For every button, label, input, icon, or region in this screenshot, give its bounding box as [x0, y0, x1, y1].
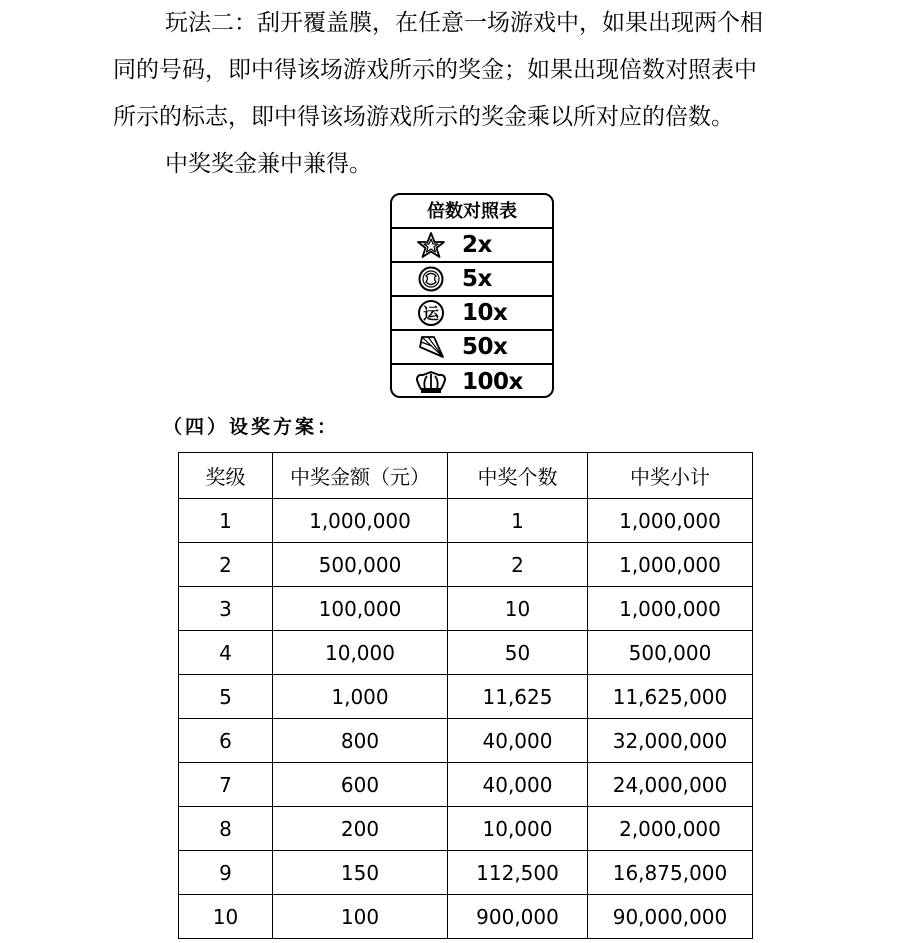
multiplier-value: 5x	[462, 266, 492, 292]
header-subtotal: 中奖小计	[588, 453, 753, 499]
cell-level: 10	[179, 895, 273, 939]
cell-subtotal: 1,000,000	[588, 499, 753, 543]
crown-icon	[414, 367, 448, 397]
cell-subtotal: 11,625,000	[588, 675, 753, 719]
cell-subtotal: 16,875,000	[588, 851, 753, 895]
cell-count: 2	[448, 543, 588, 587]
table-row	[179, 587, 753, 631]
table-row	[179, 675, 753, 719]
cell-amount: 150	[273, 851, 448, 895]
cell-level: 7	[179, 763, 273, 807]
cell-level: 3	[179, 587, 273, 631]
rules-line-2: 同的号码，即中得该场游戏所示的奖金；如果出现倍数对照表中	[113, 57, 757, 83]
cell-count: 50	[448, 631, 588, 675]
header-amount: 中奖金额（元）	[273, 453, 448, 499]
multiplier-value: 100x	[462, 369, 523, 395]
header-level: 奖级	[179, 453, 273, 499]
multiplier-row	[392, 331, 552, 365]
cell-level: 1	[179, 499, 273, 543]
table-row	[179, 763, 753, 807]
cell-count: 10,000	[448, 807, 588, 851]
cell-count: 40,000	[448, 719, 588, 763]
multiplier-table-title: 倍数对照表	[392, 195, 552, 229]
cell-count: 40,000	[448, 763, 588, 807]
cell-count: 10	[448, 587, 588, 631]
yun-luck-icon	[414, 298, 448, 328]
cell-subtotal: 32,000,000	[588, 719, 753, 763]
multiplier-row	[392, 229, 552, 263]
table-row	[179, 719, 753, 763]
cell-subtotal: 1,000,000	[588, 543, 753, 587]
multiplier-row	[392, 263, 552, 297]
cell-level: 5	[179, 675, 273, 719]
rules-line-1: 玩法二：刮开覆盖膜，在任意一场游戏中，如果出现两个相	[165, 10, 763, 36]
cell-subtotal: 500,000	[588, 631, 753, 675]
cell-count: 112,500	[448, 851, 588, 895]
cell-subtotal: 24,000,000	[588, 763, 753, 807]
multiplier-table	[390, 193, 554, 398]
cell-subtotal: 1,000,000	[588, 587, 753, 631]
cell-amount: 600	[273, 763, 448, 807]
cell-subtotal: 2,000,000	[588, 807, 753, 851]
cell-level: 8	[179, 807, 273, 851]
table-row	[179, 895, 753, 939]
multiplier-row	[392, 365, 552, 398]
rules-line-4: 中奖奖金兼中兼得。	[165, 151, 372, 177]
cell-subtotal: 90,000,000	[588, 895, 753, 939]
cell-amount: 1,000,000	[273, 499, 448, 543]
rules-line-3: 所示的标志，即中得该场游戏所示的奖金乘以所对应的倍数。	[113, 104, 734, 130]
multiplier-value: 10x	[462, 300, 508, 326]
star-icon	[414, 230, 448, 260]
cell-amount: 1,000	[273, 675, 448, 719]
diamond-icon	[414, 332, 448, 362]
cell-amount: 200	[273, 807, 448, 851]
table-row	[179, 807, 753, 851]
table-row	[179, 851, 753, 895]
table-row	[179, 631, 753, 675]
multiplier-value: 50x	[462, 334, 508, 360]
cell-count: 1	[448, 499, 588, 543]
table-header-row	[179, 453, 753, 499]
table-row	[179, 499, 753, 543]
cell-count: 11,625	[448, 675, 588, 719]
cell-amount: 10,000	[273, 631, 448, 675]
yun-glyph: 运	[422, 304, 440, 323]
cell-level: 4	[179, 631, 273, 675]
prize-section-title: （四）设奖方案：	[163, 416, 340, 438]
cell-amount: 100	[273, 895, 448, 939]
cell-level: 9	[179, 851, 273, 895]
multiplier-value: 2x	[462, 232, 492, 258]
multiplier-row	[392, 297, 552, 331]
header-count: 中奖个数	[448, 453, 588, 499]
cell-amount: 100,000	[273, 587, 448, 631]
coin-icon	[414, 264, 448, 294]
cell-level: 2	[179, 543, 273, 587]
cell-level: 6	[179, 719, 273, 763]
cell-amount: 500,000	[273, 543, 448, 587]
cell-count: 900,000	[448, 895, 588, 939]
prize-table	[178, 452, 753, 939]
table-row	[179, 543, 753, 587]
cell-amount: 800	[273, 719, 448, 763]
